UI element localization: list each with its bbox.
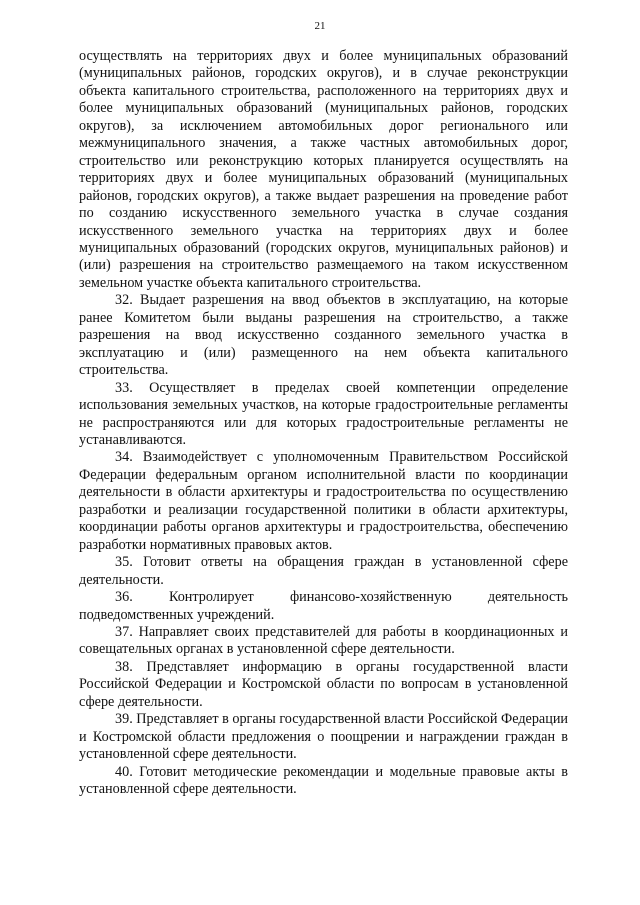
- paragraph-36: 36. Контролирует финансово-хозяйственную деятельность подведомственных учреждений.: [79, 589, 568, 623]
- paragraph-34: 34. Взаимодействует с уполномоченным Правительством Российской Федерации федеральным органом исполнительной власти по координации деятельности в области архитектуры и градостроительства по осуществлению разработки и реализации государственной политики в области архитектуры, координации работы органов архитектуры и градостроительства, обеспечению разработки нормативных правовых актов.: [79, 449, 568, 553]
- paragraph-37: 37. Направляет своих представителей для работы в координационных и совещательных органах в установленной сфере деятельности.: [79, 623, 568, 658]
- paragraph-33: 33. Осуществляет в пределах своей компетенции определение использования земельных участков, на которые градостроительные регламенты не распространяются или для которых градостроительные регламенты не устанавливаются.: [79, 379, 568, 448]
- paragraph-32: 32. Выдает разрешения на ввод объектов в эксплуатацию, на которые ранее Комитетом были выданы разрешения на строительство, а также разрешения на ввод искусственно созданного земельного участка в эксплуатацию и (или) размещенного на нем объекта капитального строительства.: [79, 292, 568, 379]
- paragraph-38: 38. Представляет информацию в органы государственной власти Российской Федерации и Костромской области по вопросам в установленной сфере деятельности.: [79, 658, 568, 710]
- paragraph-39: 39. Представляет в органы государственной власти Российской Федерации и Костромской области предложения о поощрении и награждении граждан в установленной сфере деятельности.: [79, 711, 568, 763]
- paragraph-35: 35. Готовит ответы на обращения граждан в установленной сфере деятельности.: [79, 554, 568, 588]
- document-body: [79, 48, 568, 798]
- paragraph-40: 40. Готовит методические рекомендации и модельные правовые акты в установленной сфере деятельности.: [79, 763, 568, 798]
- page-number: 21: [314, 20, 326, 32]
- paragraph-31-continuation: осуществлять на территориях двух и более муниципальных образований (муниципальных районов, городских округов), и в случае реконструкции объекта капитального строительства, расположенного на территориях двух и более муниципальных образований (муниципальных районов, городских округов), за исключением автомобильных дорог регионального или межмуниципального значения, а также частных автомобильных дорог, строительство или реконструкцию которых планируется осуществлять на территориях двух и более муниципальных образований (муниципальных районов, городских округов), а также выдает разрешения на проведение работ по созданию искусственного земельного участка в случае создания искусственного земельного участка на территориях двух и более муниципальных образований (городских округов, муниципальных районов) и (или) разрешения на строительство размещаемого на таком искусственном земельном участке объекта капитального строительства.: [79, 48, 568, 291]
